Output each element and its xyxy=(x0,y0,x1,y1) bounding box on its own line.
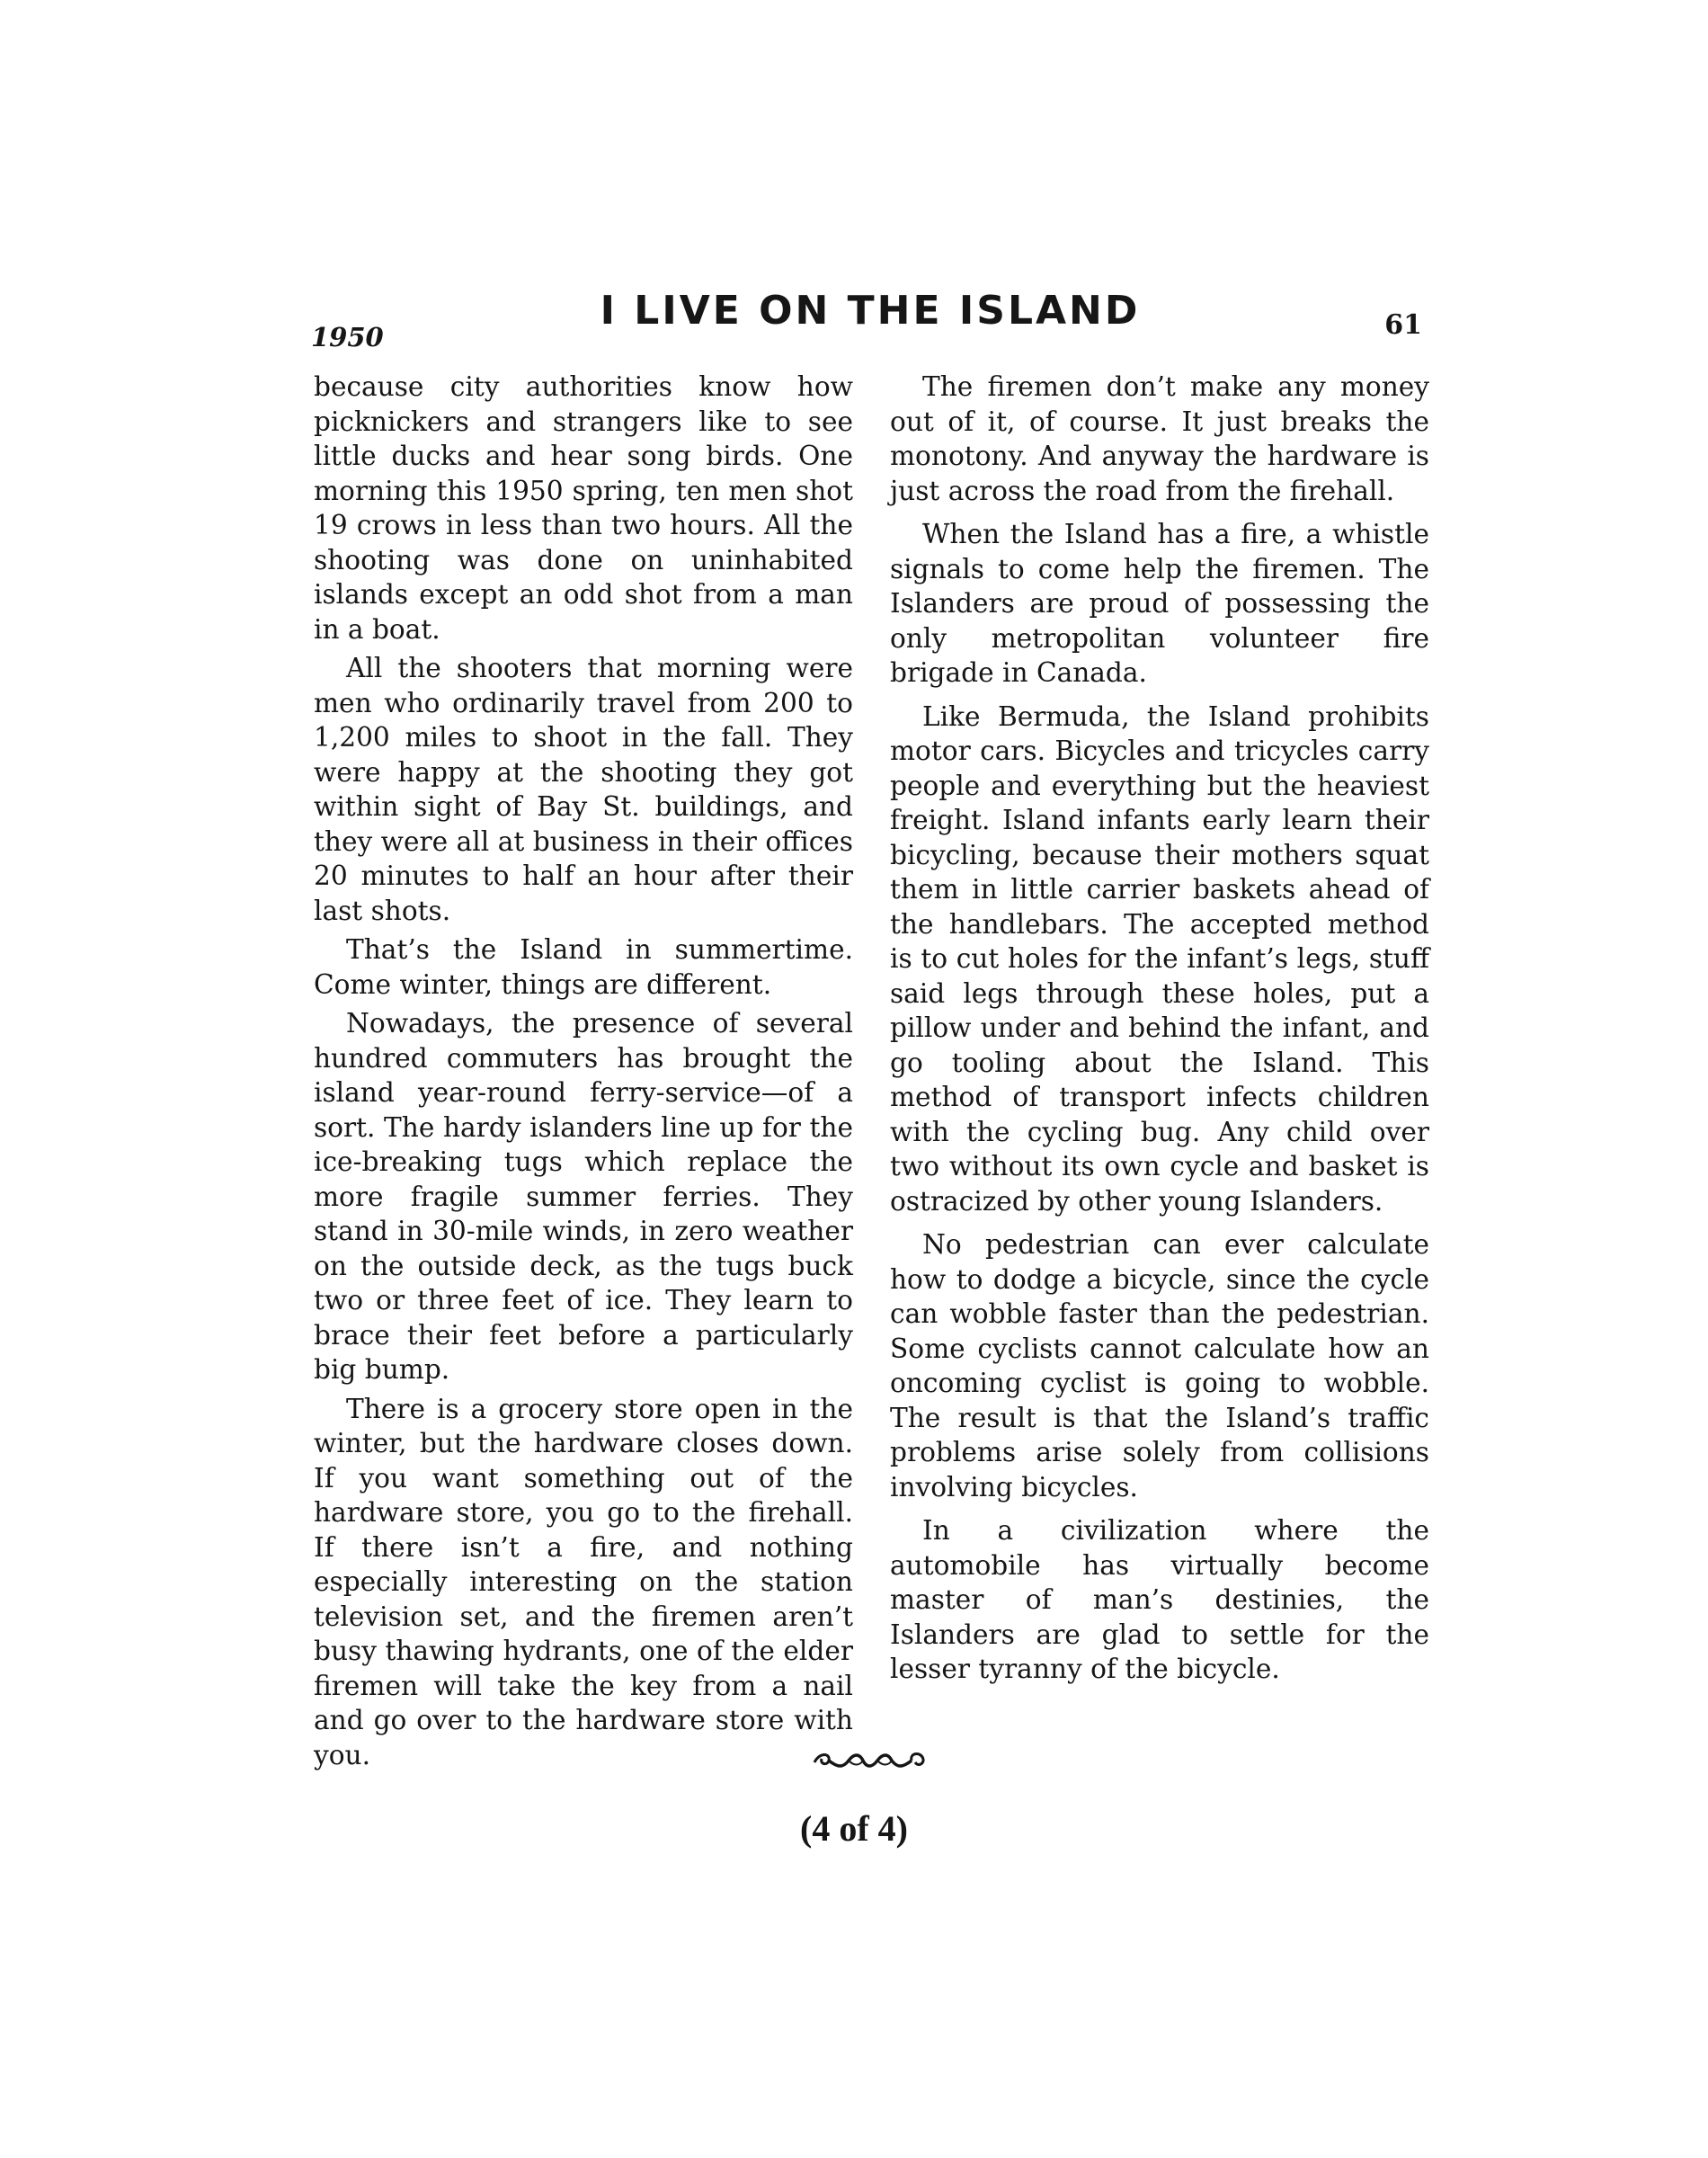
right-paragraph-1: The firemen don’t make any money out of it, of course. It just breaks the monotony. And anyway the hardware is just across the road from the firehall. xyxy=(890,371,1429,506)
left-paragraph-4: Nowadays, the presence of several hundred commuters has brought the island year-round ferry-service—of a sort. The hardy islanders line up for the ice-breaking tugs which replace the more fragile summer ferries. They stand in 30-mile winds, in zero weather on the outside deck, as the tugs buck two or three feet of ice. They learn to brace their feet before a particularly big bump. xyxy=(314,1008,853,1385)
page-title: I LIVE ON THE ISLAND xyxy=(600,288,1141,334)
left-column xyxy=(314,370,853,1777)
left-paragraph-2: All the shooters that morning were men who ordinarily travel from 200 to 1,200 miles to shoot in the fall. They were happy at the shooting they got within sight of Bay St. buildings, and they were all at business in their offices 20 minutes to half an hour after their last shots. xyxy=(314,653,853,926)
page-number: 61 xyxy=(1384,309,1422,341)
part-label: (4 of 4) xyxy=(800,1808,908,1849)
left-paragraph-5: There is a grocery store open in the winter, but the hardware closes down. If you want something out of the hardware store, you go to the firehall. If there isn’t a fire, and nothing especially interesting on the station television set, and the firemen aren’t busy thawing hydrants, one of the elder firemen will take the key from a nail and go over to the hardware store with you. xyxy=(314,1393,853,1770)
header-year: 1950 xyxy=(311,322,384,352)
right-column xyxy=(890,370,1429,1696)
right-paragraph-3: Like Bermuda, the Island prohibits motor cars. Bicycles and tricycles carry people and everything but the heaviest freight. Island infants early learn their bicycling, because their mothers squat them in little carrier baskets ahead of the handlebars. The accepted method is to cut holes for the infant’s legs, stuff said legs through these holes, put a pillow under and behind the infant, and go tooling about the Island. This method of transport infects children with the cycling bug. Any child over two without its own cycle and basket is ostracized by other young Islanders. xyxy=(890,700,1429,1217)
left-paragraph-1: because city authorities know how picknickers and strangers like to see little ducks and hear song birds. One morning this 1950 spring, ten men shot 19 crows in less than two hours. All the shooting was done on uninhabited islands except an odd shot from a man in a boat. xyxy=(314,371,853,645)
right-paragraph-2: When the Island has a fire, a whistle signals to come help the firemen. The Islanders are proud of possessing the only metropolitan volunteer fire brigade in Canada. xyxy=(890,519,1429,688)
right-paragraph-5: In a civilization where the automobile has virtually become master of man’s destinies, the Islanders are glad to settle for the lesser tyranny of the bicycle. xyxy=(890,1515,1429,1684)
scroll-ornament-icon xyxy=(807,1744,933,1777)
running-head xyxy=(311,286,1429,358)
right-paragraph-4: No pedestrian can ever calculate how to dodge a bicycle, since the cycle can wobble faster than the pedestrian. Some cyclists cannot calculate how an oncoming cyclist is going to wobble. The result is that the Island’s traffic problems arise solely from collisions involving bicycles. xyxy=(890,1229,1429,1503)
left-paragraph-3: That’s the Island in summertime. Come winter, things are different. xyxy=(314,934,853,1000)
